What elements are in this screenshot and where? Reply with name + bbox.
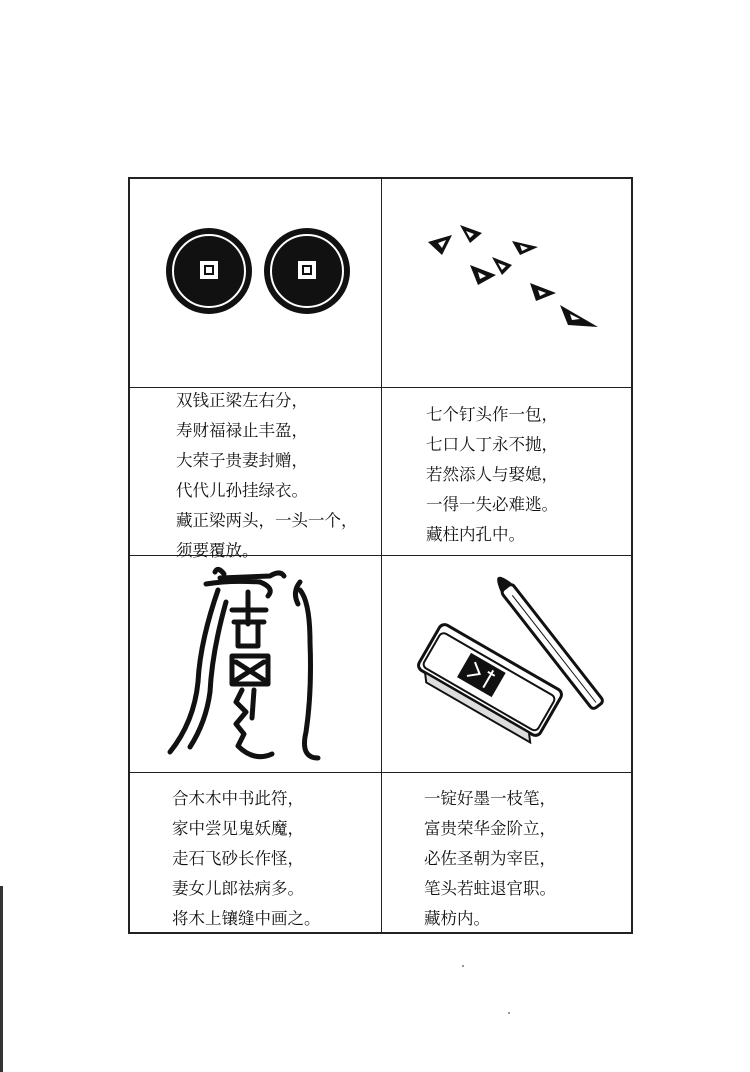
verse-seven-nails [426,400,558,550]
verse-line: 藏枋内。 [424,909,490,928]
scan-speck [462,965,464,967]
verse-line: 七个钉头作一包， [426,405,558,424]
verse-line: 必佐圣朝为宰臣， [424,849,556,868]
verse-line: 富贵荣华金阶立， [424,819,556,838]
nails-icon [420,215,620,335]
verse-line: 七口人丁永不抛， [426,435,558,454]
verse-line: 寿财福禄止丰盈， [176,421,308,440]
verse-line: 藏正梁两头，一头一个， [176,511,358,530]
row-divider-3 [128,772,633,773]
talisman-icon [160,562,380,772]
verse-line: 笔头若蛀退官职。 [424,879,556,898]
verse-line: 走石飞砂长作怪， [172,849,304,868]
verse-double-coins [176,386,358,566]
verse-line: 一得一失必难逃。 [426,495,558,514]
verse-ink-and-brush [424,784,556,934]
verse-line: 一锭好墨一枝笔， [424,789,556,808]
scan-speck [508,1012,510,1014]
verse-line: 妻女儿郎祛病多。 [172,879,304,898]
verse-line: 将木上镶缝中画之。 [172,909,321,928]
verse-line: 大荣子贵妻封赠， [176,451,308,470]
verse-line: 代代儿孙挂绿衣。 [176,481,308,500]
verse-line: 合木木中书此符， [172,789,304,808]
verse-line: 若然添人与娶媳， [426,465,558,484]
verse-line: 藏柱内孔中。 [426,525,525,544]
verse-talisman [172,784,321,934]
verse-line: 家中尝见鬼妖魔， [172,819,304,838]
scan-edge-mark [0,886,3,1072]
ink-brush-icon [404,562,624,772]
verse-line: 双钱正梁左右分， [176,391,308,410]
verse-line: 须要覆放。 [176,541,259,560]
two-coins-icon [160,225,370,325]
